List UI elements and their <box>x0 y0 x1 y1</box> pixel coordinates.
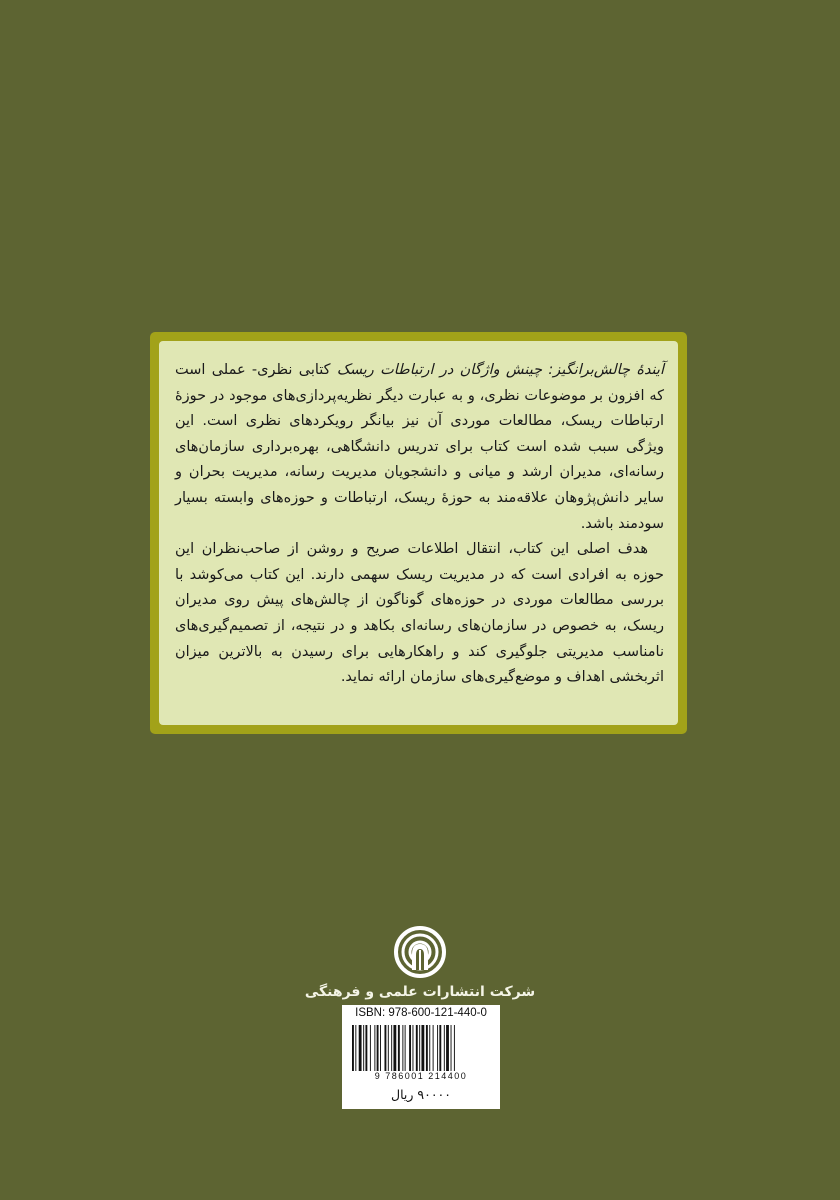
book-title-italic: آیندۀ چالش‌برانگیز: چینش واژگان در ارتباطات ریسک <box>336 362 664 378</box>
isbn-label: ISBN: 978-600-121-440-0 <box>355 1007 487 1019</box>
blurb-paragraph-1-text: کتابی نظری- عملی است که افزون بر موضوعات نظری، و به عبارت دیگر نظریه‌پردازی‌های موجود در حوزۀ ارتباطات ریسک، مطالعات موردی آن نیز بیانگر رویکردهای نظری است. این ویژگی سبب شده است کتاب برای تدریس دانشگاهی، بهره‌برداری سازمان‌های رسانه‌ای، مدیران ارشد و میانی و دانشجویان مدیریت رسانه، مدیریت بحران و سایر دانش‌پژوهان علاقه‌مند به حوزۀ ریسک، ارتباطات و حوزه‌های وابسته بسیار سودمند باشد. <box>175 362 664 532</box>
barcode-box <box>342 1005 500 1109</box>
publisher-name: شرکت انتشارات علمی و فرهنگی <box>304 984 536 1000</box>
barcode-icon <box>352 1025 490 1071</box>
blurb-paragraph-1 <box>175 358 664 537</box>
blurb-panel <box>159 341 678 725</box>
publisher-logo-icon <box>394 926 446 978</box>
price-label: ۹۰۰۰۰ ریال <box>391 1087 451 1102</box>
blurb-paragraph-2: هدف اصلی این کتاب، انتقال اطلاعات صریح و روشن از صاحب‌نظران این حوزه به افرادی است که در مدیریت ریسک سهمی دارند. این کتاب می‌کوشد با بررسی مطالعات موردی در حوزه‌های گوناگون از چالش‌های پیش روی مدیران ریسک، به خصوص در سازمان‌های رسانه‌ای بکاهد و در نتیجه، از تصمیم‌گیری‌های نامناسب مدیریتی جلوگیری کند و راهکارهایی برای رسیدن به بالاترین میزان اثربخشی اهداف و موضع‌گیری‌های سازمان ارائه نماید. <box>175 541 664 686</box>
barcode-digits: 9 786001 214400 <box>374 1071 468 1081</box>
